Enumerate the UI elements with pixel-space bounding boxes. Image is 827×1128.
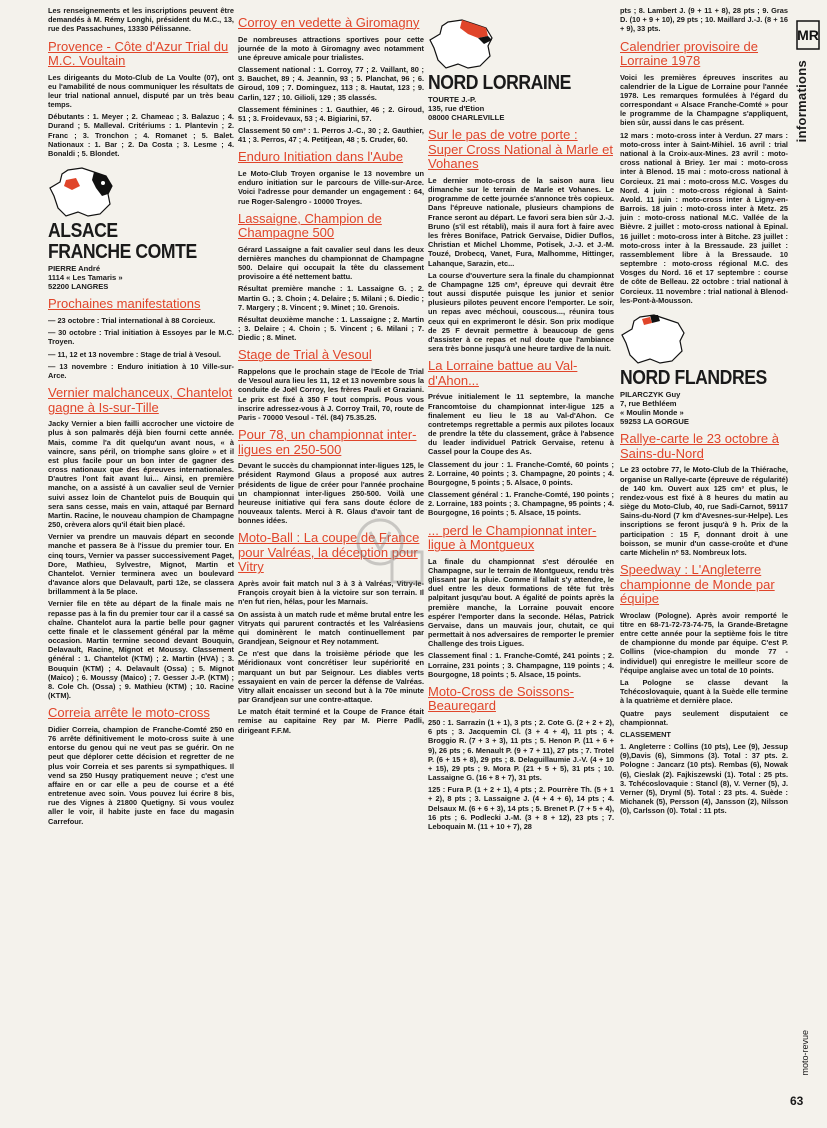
soissons-continued: pts ; 8. Lambert J. (9 + 11 + 8), 28 pts ; 9. Gras D. (10 + 9 + 10), 29 pts ; 10. Maillard J.-J. (8 + 16 + 9), 33 pts. <box>620 6 788 34</box>
perd-paragraph-2: Classement final : 1. Franche-Comté, 241 points ; 2. Lorraine, 231 points ; 3. Champagne, 119 points ; 4. Bourgogne, 18 points ; 5. Alsace, 15 points. <box>428 651 614 679</box>
corroy-paragraph-3: Classement féminines : 1. Gauthier, 46 ; 2. Giroud, 51 ; 3. Froidevaux, 53 ; 4. Bigiarini, 57. <box>238 104 424 123</box>
prochaines-item-4: — 13 novembre : Enduro initiation à 10 Ville-sur-Arce. <box>48 361 234 380</box>
lassaigne-paragraph-1: Gérard Lassaigne a fait cavalier seul dans les deux dernières manches du championnat de Champagne 500. Delaire qui occupait la tête du classement provisoire a été nettement battu. <box>238 244 424 282</box>
stage-paragraph: Rappelons que le prochain stage de l'Ecole de Trial de Vesoul aura lieu les 11, 12 et 13 novembre sous la conduite de Joël Corroy, les frères Pauli et Graziani. Le prix est fixé à 350 F tout compris. Pous vous inscrire adressez-vous à J. Corroy Trail, 70, route de Paris - 70000 Vesoul - Tél. (84) 75.35.25. <box>238 367 424 422</box>
lassaigne-paragraph-2: Résultat première manche : 1. Lassaigne G. ; 2. Martin G. ; 3. Choin ; 4. Delaire ; 5. Milani ; 6. Diedic ; 7. Margery ; 8. Vincent ; 9. Minet ; 10. Grenois. <box>238 284 424 312</box>
corroy-paragraph-1: De nombreuses attractions sportives pour cette journée de la moto à Giromagny avec notamment une épreuve amicale pour trialistes. <box>238 34 424 62</box>
pour78-paragraph: Devant le succès du championnat inter-ligues 125, le président Raymond Glaus a proposé aux autres présidents de ligue de créer pour l'année prochaine un championnat inter-ligues 250-500. Voilà une heureuse initiative qui fera sans doute éclore de nouveaux talents. Merci à R. Glaus d'avoir tant de bonnes idées. <box>238 461 424 526</box>
speedway-paragraph-5: 1. Angleterre : Collins (10 pts), Lee (9), Jessup (9),Davis (6), Simmons (3). Total : 37 pts. 2. Pologne : Jancarz (10 pts). Rembas (6), Nowak (6), Cieslak (2). Fajkiszewski (1). Total : 25 pts. 3. Tchécoslovaquie : Stancl (8), V. Verner (5), J. Verner (5), Dryml (5). Total : 23 pts. 4. Suède : Michanek (5), Persson (4), Jansson (2), Nilsson (0), Carlsson (0). Total : 11 pts. <box>620 742 788 816</box>
correia-heading: Correia arrête le moto-cross <box>48 705 210 721</box>
pour78-heading: Pour 78, un championnat inter-ligues en 250-500 <box>238 427 417 457</box>
right-sidebar <box>792 20 824 1120</box>
vernier-paragraph-3: Vernier file en tête au départ de la finale mais ne repasse pas à la fin du premier tour car il a cassé sa chaîne. Chantelot aura la partie belle pour gagner cette finale et le classement général par la même occasion. Martin termine second devant Bouquin, Delavault, Racine, Mignot et Moussy. Classement général : 1. Chantelot (KTM) ; 2. Martin (HVA) ; 3. Bouquin (KTM) ; 4. Delavault (Ossa) ; 5. Mignot (Maico) ; 6. Moussy (Maico) ; 7. Gesser J.-P. (KTM) ; 8. Cole Ch. (Ossa) ; 9. Mathieu (KTM) ; 10. Racine (KTM). <box>48 599 234 701</box>
region-title: NORD FLANDRES <box>620 366 767 389</box>
corroy-paragraph-4: Classement 50 cm³ : 1. Perros J.-C., 30 ; 2. Gauthier, 41 ; 3. Perros, 47 ; 4. Petitjean, 48 ; 5. Cruder, 60. <box>238 126 424 145</box>
vernier-paragraph-1: Jacky Vernier a bien failli accrocher une victoire de plus à son palmarès déjà bien fourni cette année. Mais, comme l'a dit quelqu'un avant nous, « à vaincre, sans péril, on triomphe sans gloire » et il est plus facile pour un bon inter de gagner des cross nationaux que des épreuves internationales. D'autres l'ont fait avant lui... Ainsi, en première manche, on a assisté à un cavalier seul de Vernier suivi assez loin de Chantelot puis de Bouquin qui sera sans cesse, mais en vain, attaqué par Bernard Martin. Racine, le nouveau champion de Champagne 250, crèvera alors qu'il était bien placé. <box>48 419 234 530</box>
svg-text:MR: MR <box>797 27 819 43</box>
section-label: informations <box>794 60 809 143</box>
motoball-paragraph-2: On assista à un match rude et même brutal entre les Vitryats qui parurent contractés et les Valréasiens qui dominèrent le match continuellement par Grandjean, Seignour et Rey notamment. <box>238 609 424 647</box>
supercross-paragraph-2: La course d'ouverture sera la finale du championnat de Champagne 125 cm³, épreuve qui devrait être tout aussi disputée puisque les junior et senior plusieurs pilotes peuvent encore l'emporter. Le soir, un repas avec méchoui, couscous..., réunira tous ceux qui en exprimeront le désir. Son prix modique de 25 F devrait permettre à beaucoup de gens d'assister à ce repas et nul doute que l'ambiance sera très bonne jusqu'à une heure tardive de la nuit. <box>428 270 614 354</box>
perd-heading: ... perd le Championnat inter-ligue à Montgueux <box>428 522 597 553</box>
speedway-paragraph-2: La Pologne se classe devant la Tchécoslovaquie, quant à la Suède elle termine à la quatrième et dernière place. <box>620 678 788 706</box>
corroy-paragraph-2: Classement national : 1. Corroy, 77 ; 2. Vaillant, 80 ; 3. Bauchet, 89 ; 4. Jeannin, 93 ; 5. Planchat, 96 ; 6. Giroud, 109 ; 7. Dominguez, 113 ; 8. Hautat, 123 ; 9. Carlin, 127 ; 10. Gilioli, 129 ; 35 classés. <box>238 65 424 102</box>
moto-revue-logo-icon <box>796 20 820 50</box>
provence-heading: Provence - Côte d'Azur Trial du M.C. Voultain <box>48 38 229 69</box>
corroy-heading: Corroy en vedette à Giromagny <box>238 15 420 30</box>
prochaines-heading: Prochaines manifestations <box>48 296 201 312</box>
page-number: 63 <box>790 1094 804 1108</box>
rallye-heading: Rallye-carte le 23 octobre à Sains-du-Nord <box>620 431 779 461</box>
prochaines-item-3: — 11, 12 et 13 novembre : Stage de trial à Vesoul. <box>48 349 221 359</box>
speedway-heading: Speedway : L'Angleterre championne de Monde par équipe <box>620 562 775 607</box>
supercross-heading: Sur le pas de votre porte : Super Cross National à Marle et Vohanes <box>428 127 613 172</box>
france-map-icon <box>620 313 690 367</box>
lorraine-paragraph-3: Classement général : 1. Franche-Comté, 190 points ; 2. Lorraine, 183 points ; 3. Champagne, 95 points ; 4. Bourgogne, 16 points ; 5. Alsace, 15 points. <box>428 490 614 518</box>
column-4 <box>620 6 788 1118</box>
france-map-icon <box>428 18 498 72</box>
motoball-paragraph-3: Ce n'est que dans la troisième période que les Méridionaux vont concrétiser leur supériorité en marquant un but par Seignour. Les diables verts essayaient en vain de percer la défense de Valréas. Vitry allait encaisser un second but à la 70e minute par Grandjean sur une contre-attaque. <box>238 649 424 705</box>
correspondent-address: PILARCZYK Guy 7, rue Bethléem « Moulin Monde » 59253 LA GORGUE <box>620 389 689 427</box>
motoball-heading: Moto-Ball : La coupe de France pour Valréas, la déception pour Vitry <box>238 530 420 575</box>
stage-heading: Stage de Trial à Vesoul <box>238 347 372 363</box>
motoball-paragraph-1: Après avoir fait match nul 3 à 3 à Valréas, Vitry-le-François croyait bien à la victoire sur son terrain. Il n'en fut rien, hélas, pour les Marnais. <box>238 579 424 607</box>
correspondent-address: TOURTE J.-P. 135, rue d'Etion 08000 CHARLEVILLE <box>428 95 505 123</box>
enduro-paragraph: Le Moto-Club Troyen organise le 13 novembre un enduro initiation sur le parcours de Ville-sur-Arce. Voici l'adresse pour demander un engagement : 64, rue Roger-Salengro - 10000 Troyes. <box>238 168 424 206</box>
france-map-icon <box>48 166 118 220</box>
provence-paragraph-1: Les dirigeants du Moto-Club de La Voulte (07), ont eu l'amabilité de nous communiquer les résultats de leur trial national annuel, disputé par un très beau temps. <box>48 72 234 110</box>
lassaigne-heading: Lassaigne, Champion de Champagne 500 <box>238 210 382 241</box>
soissons-heading: Moto-Cross de Soissons-Beauregard <box>428 683 574 714</box>
perd-paragraph-1: La finale du championnat s'est déroulée en Champagne, sur le terrain de Montgueux, rendu très glissant par la pluie. Comme il fallait s'y attendre, le duel entre les deux formations de tête fut très palpitant jusqu'au bout. A égalité de points après la première manche, la Lorraine pouvait encore espérer l'emporter dans la seconde. Hélas, Patrick Gervaise, dans un mauvais jour, chutait, ce qui permettait à nos adversaires de remporter le premier Challenge des trois Ligues. <box>428 556 614 649</box>
soissons-paragraph-1: 250 : 1. Sarrazin (1 + 1), 3 pts ; 2. Cote G. (2 + 2 + 2), 6 pts ; 3. Jacquemin Cl. (3 + 4 + 4), 11 pts ; 4. Broggio R. (7 + 3 + 3), 11 pts ; 5. Henon P. (11 + 6 + 9), 26 pts ; 6. Menault P. (9 + 7 + 11), 27 pts ; 7. Trotel P. (6 + 15 + 8), 29 pts ; 8. Delaguillaumie J.-V. (4 + 10 + 15), 29 pts ; 9. Mora P. (21 + 5 + 5), 31 pts ; 10. Lassaigne G. (16 + 8 + 7), 31 pts. <box>428 717 614 783</box>
motoball-paragraph-4: Le match était terminé et la Coupe de France était remise au capitaine Rey par M. Pierre Padli, dirigeant F.F.M. <box>238 707 424 735</box>
provence-paragraph-2: Débutants : 1. Meyer ; 2. Chameac ; 3. Balazuc ; 4. Durand ; 5. Malleval. Critériums : 1. Plantevin ; 2. Franc ; 3. Tronchon ; 4. Romanet ; 5. Balet. Nationaux : 1. Bar ; 2. Da Costa ; 3. Lesme ; 4. Bonaldi ; 5. Blondet. <box>48 112 234 158</box>
lorraine-paragraph-1: Prévue initialement le 11 septembre, la manche Francomtoise du championnat inter-ligue 125 a finalement eu lieu le 18 au Val-d'Ahon. Ce contretemps regrettable a permis aux pilotes locaux de prendre la tête du classement, grâce à l'absence du leader individuel Patrick Gervaise, retenu à Cassel pour la Coupe des As. <box>428 392 614 457</box>
calendrier-paragraph-1: Voici les premières épreuves inscrites au calendrier de la Ligue de Lorraine pour l'année 1978. Les remarques formulées à l'égard du correspondant « Alsace Franche-Comté » pour le programme de la Champagne s'appliquent, bien sûr, aussi dans le cas présent. <box>620 72 788 128</box>
vernier-paragraph-2: Vernier va prendre un mauvais départ en seconde manche et passera 8e à l'issue du premier tour. En cinq tours, Vernier va passer successivement Paget, Dore, Mathieu, Sylvestre, Mignot, Martin et Chantelot. Vernier terminera avec un boulevard d'avance alors que Delavault, parti 12e, se classera brillamment à la 5e place. <box>48 532 234 597</box>
magazine-name: moto-revue <box>800 1030 810 1076</box>
prochaines-item-2: — 30 octobre : Trial initiation à Essoyes par le M.C. Troyen. <box>48 328 234 347</box>
enduro-heading: Enduro Initiation dans l'Aube <box>238 149 404 165</box>
calendrier-paragraph-2: 12 mars : moto-cross inter à Verdun. 27 mars : moto-cross inter à Saint-Mihiel. 16 avril : trial national à la Croix-aux-Mines. 23 avril : moto-cross national à Briey. 1er mai : moto-cross inter à Blenod. 15 mai : moto-cross national à Corcieux. 21 mai : moto-cross M.C. Vosges du Nord. 4 juin : moto-cross régional à Saint-Avold. 11 juin : moto-cross inter à Ligny-en-Barrois. 18 juin : moto-cross inter à Metz. 25 juin : moto-cross national M.C. Vallée de la Bièvre. 2 juillet : moto-cross national à Epinal. 16 juillet : moto-cross inter à Bitche. 23 juillet : moto-cross inter à la Bressaude. 23 juillet : rassemblement libre à la Bressaude. 10 septembre : moto-cross régional M.C. des Vosges du Nord. 16 et 17 septembre : course de côte de Belleau. 22 octobre : trial national à Corcieux. 11 novembre : trial national à Blenod-les-Pont-à-Mousson. <box>620 130 788 305</box>
region-title: ALSACE <box>48 220 118 243</box>
supercross-paragraph-1: Le dernier moto-cross de la saison aura lieu dimanche sur le terrain de Marle et Vohanes. Le programme de cette journée s'annonce très copieux. Dans l'épreuve nationale, plusieurs champions de France seront au départ. Le favori sera bien sûr J.-J. Bruno (s'il est rétabli), mais il aura fort à faire avec les frères Boniface, Patrick Gervaise, Didier Duflos, Christian et Michel Lhomme, Potisek, J.-J. et J.-M. Touzé, Drobecq, Vanet, Fura, Malhomme, Hittinger, Lahanque, Sarazin, etc... <box>428 175 614 268</box>
calendrier-heading: Calendrier provisoire de Lorraine 1978 <box>620 38 759 69</box>
rallye-paragraph: Le 23 octobre 77, le Moto-Club de la Thiérache, organise un Rallye-carte (épreuve de régularité) de 140 km. Ouvert aux 125 cm³ et plus, le rendez-vous est fixé à 8 heures du matin au siège du Moto-Club, 40, rue Sadi-Carnot, 59117 Sains-du-Nord (7 km d'Avesnes-sur-Helpe). Les inscriptions se feront jusqu'à 9 h. Prix de la participation : 15 F, donnant droit à une boisson, se munir d'un casse-croûte et d'une carte Michelin nº 53. Nombreux lots. <box>620 465 788 557</box>
region-title-2: FRANCHE COMTE <box>48 241 197 264</box>
lorraine-heading: La Lorraine battue au Val-d'Ahon... <box>428 358 578 388</box>
region-alsace-franche-comte <box>48 166 234 291</box>
correspondent-address: PIERRE André 1114 « Les Tamaris » 52200 LANGRES <box>48 264 123 292</box>
lorraine-paragraph-2: Classement du jour : 1. Franche-Comté, 60 points ; 2. Lorraine, 40 points ; 3. Champagne, 20 points ; 4. Bourgogne, 5 points ; 5. Alsace, 0 points. <box>428 459 614 487</box>
lassaigne-paragraph-3: Résultat deuxième manche : 1. Lassaigne ; 2. Martin ; 3. Delaire ; 4. Choin ; 5. Vincent ; 6. Milani ; 7. Diedic ; 8. Minet. <box>238 314 424 343</box>
region-nord-flandres <box>620 313 788 426</box>
correia-paragraph: Didier Correia, champion de Franche-Comté 250 en 76 arrête définitivement le moto-cross suite à une entorse du genou qui ne veut pas se guérir. On ne peut que déplorer cette décision et regretter de ne plus voir Correia et ses parents si sympathiques. Il vend sa 250 Husqy pratiquement neuve ; c'est une affaire en or car elle a peu de course et a été entretenue avec soin. Vous pouvez lui écrire 8 bis, rue des Vignes à 21800 Quetigny. Si vous voulez aller le voir, il habite juste en face du magasin Carrefour. <box>48 724 234 826</box>
region-title: NORD LORRAINE <box>428 72 571 94</box>
speedway-paragraph-1: Wroclaw (Pologne). Après avoir remporté le titre en 68-71-72-73-74-75, la Grande-Bretagne entre cette année pour la septième fois le titre de championne du monde par équipe. C'est P. Collins (vice-champion du monde 77 - individuel) qui enregistre le meilleur score de l'équipe anglaise avec un total de 10 points. <box>620 610 788 675</box>
region-nord-lorraine <box>428 18 614 122</box>
column-3 <box>428 6 614 1118</box>
intro-paragraph: Les renseignements et les inscriptions peuvent être demandés à M. Rémy Longhi, président du M.C., 13, rue des Passachunes, 13330 Pélissanne. <box>48 6 234 34</box>
watermark-logo-icon <box>340 512 430 592</box>
speedway-paragraph-3: Quatre pays seulement disputaient ce championnat. <box>620 708 788 727</box>
prochaines-item-1: — 23 octobre : Trial international à 88 Corcieux. <box>48 316 216 326</box>
column-1 <box>48 6 234 1118</box>
vernier-heading: Vernier malchanceux, Chantelot gagne à Is-sur-Tille <box>48 385 233 415</box>
soissons-paragraph-2: 125 : Fura P. (1 + 2 + 1), 4 pts ; 2. Pourrère Th. (5 + 1 + 2), 8 pts ; 3. Lassaigne J. (4 + 4 + 6), 14 pts ; 4. Delsaux M. (6 + 6 + 3), 14 pts ; 5. Brenet P. (7 + 5 + 4), 16 pts ; 6. Podlecki J.-M. (3 + 8 + 12), 23 pts ; 7. Leboquain M. (11 + 10 + 7), 28 <box>428 785 614 831</box>
speedway-classement-label: CLASSEMENT <box>620 729 671 739</box>
